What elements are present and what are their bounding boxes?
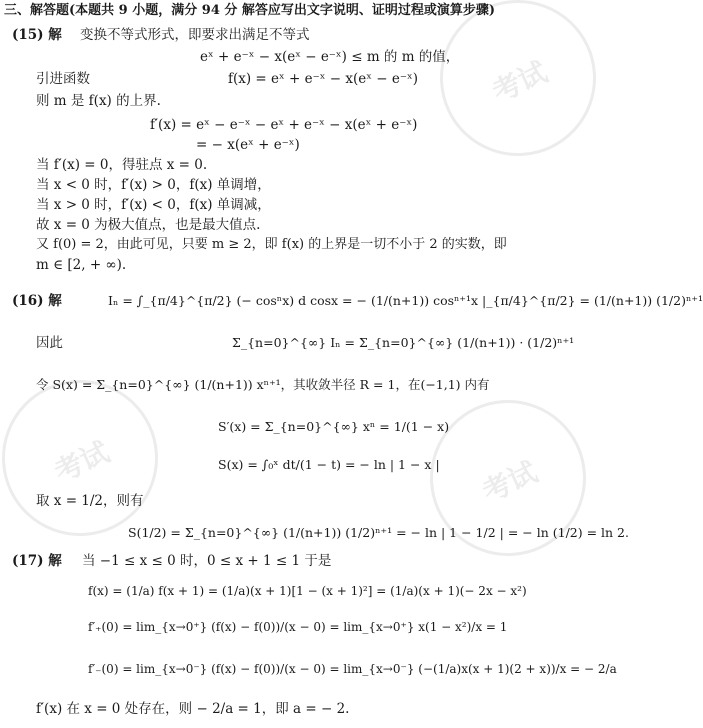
p15-line-9: 当 x > 0 时，f′(x) < 0，f(x) 单调减， (36, 197, 271, 213)
watermark-seal-top (414, 0, 621, 182)
p17-line-1: 当 −1 ≤ x ≤ 0 时，0 ≤ x + 1 ≤ 1 于是 (82, 553, 332, 569)
problem-16-label: (16) 解 (12, 293, 62, 309)
p15-line-10: 故 x = 0 为极大值点，也是最大值点. (36, 217, 261, 233)
p17-line-5: f′(x) 在 x = 0 处存在，则 − 2/a = 1，即 a = − 2. (36, 701, 350, 717)
p15-line-12: m ∈ [2, + ∞). (36, 257, 127, 273)
p17-line-3: f′₊(0) = lim_{x→0⁺} (f(x) − f(0))/(x − 0) = lim_{x→0⁺} x(1 − x²)/x = 1 (88, 620, 508, 634)
problem-17-label: (17) 解 (12, 553, 62, 569)
p15-line-2: eˣ + e⁻ˣ − x(eˣ − e⁻ˣ) ≤ m 的 m 的值， (200, 49, 460, 65)
problem-15-label: (15) 解 (12, 27, 62, 43)
p15-line-11: 又 f(0) = 2，由此可见，只要 m ≥ 2，即 f(x) 的上界是一切不小于 2 的实数，即 (36, 237, 507, 252)
p16-line-4: S′(x) = Σ_{n=0}^{∞} xⁿ = 1/(1 − x) (218, 419, 450, 434)
p15-line-1: 变换不等式形式，即要求出满足不等式 (80, 27, 310, 43)
p17-line-4: f′₋(0) = lim_{x→0⁻} (f(x) − f(0))/(x − 0) = lim_{x→0⁻} (−(1/a)x(x + 1)(2 + x))/x = − 2/a (88, 662, 617, 676)
p16-line-1: Iₙ = ∫_{π/4}^{π/2} (− cosⁿx) d cosx = − (1/(n+1)) cosⁿ⁺¹x |_{π/4}^{π/2} = (1/(n+1)) (1/2)ⁿ⁺¹ (108, 293, 703, 308)
p16-line-2-label: 因此 (36, 335, 63, 351)
p15-line-3-label: 引进函数 (36, 71, 90, 87)
p15-line-3-formula: f(x) = eˣ + e⁻ˣ − x(eˣ − e⁻ˣ) (228, 71, 418, 87)
p16-line-7: S(1/2) = Σ_{n=0}^{∞} (1/(n+1)) (1/2)ⁿ⁺¹ = − ln | 1 − 1/2 | = − ln (1/2) = ln 2. (128, 525, 629, 540)
p16-line-5: S(x) = ∫₀ˣ dt/(1 − t) = − ln | 1 − x | (218, 457, 440, 472)
section-header: 三、解答题(本题共 9 小题，满分 94 分 解答应写出文字说明、证明过程或演算步骤) (4, 3, 496, 18)
p15-line-8: 当 x < 0 时，f′(x) > 0，f(x) 单调增， (36, 177, 271, 193)
p15-line-6: = − x(eˣ + e⁻ˣ) (196, 137, 300, 153)
watermark-text: 考试 (487, 55, 553, 109)
p16-line-2-formula: Σ_{n=0}^{∞} Iₙ = Σ_{n=0}^{∞} (1/(n+1)) · (1/2)ⁿ⁺¹ (232, 335, 575, 350)
p17-line-2: f(x) = (1/a) f(x + 1) = (1/a)(x + 1)[1 − (x + 1)²] = (1/a)(x + 1)(− 2x − x²) (88, 584, 527, 598)
watermark-seal-right (404, 374, 611, 581)
p15-line-7: 当 f′(x) = 0，得驻点 x = 0. (36, 157, 208, 173)
p15-line-5: f′(x) = eˣ − e⁻ˣ − eˣ + e⁻ˣ − x(eˣ + e⁻ˣ) (150, 117, 418, 133)
p16-line-3: 令 S(x) = Σ_{n=0}^{∞} (1/(n+1)) xⁿ⁺¹，其收敛半径 R = 1，在(−1,1) 内有 (36, 377, 490, 392)
watermark-text: 考试 (49, 435, 115, 489)
p15-line-4: 则 m 是 f(x) 的上界. (36, 93, 161, 109)
p16-line-6: 取 x = 1/2，则有 (36, 493, 144, 509)
watermark-text: 考试 (477, 455, 543, 509)
